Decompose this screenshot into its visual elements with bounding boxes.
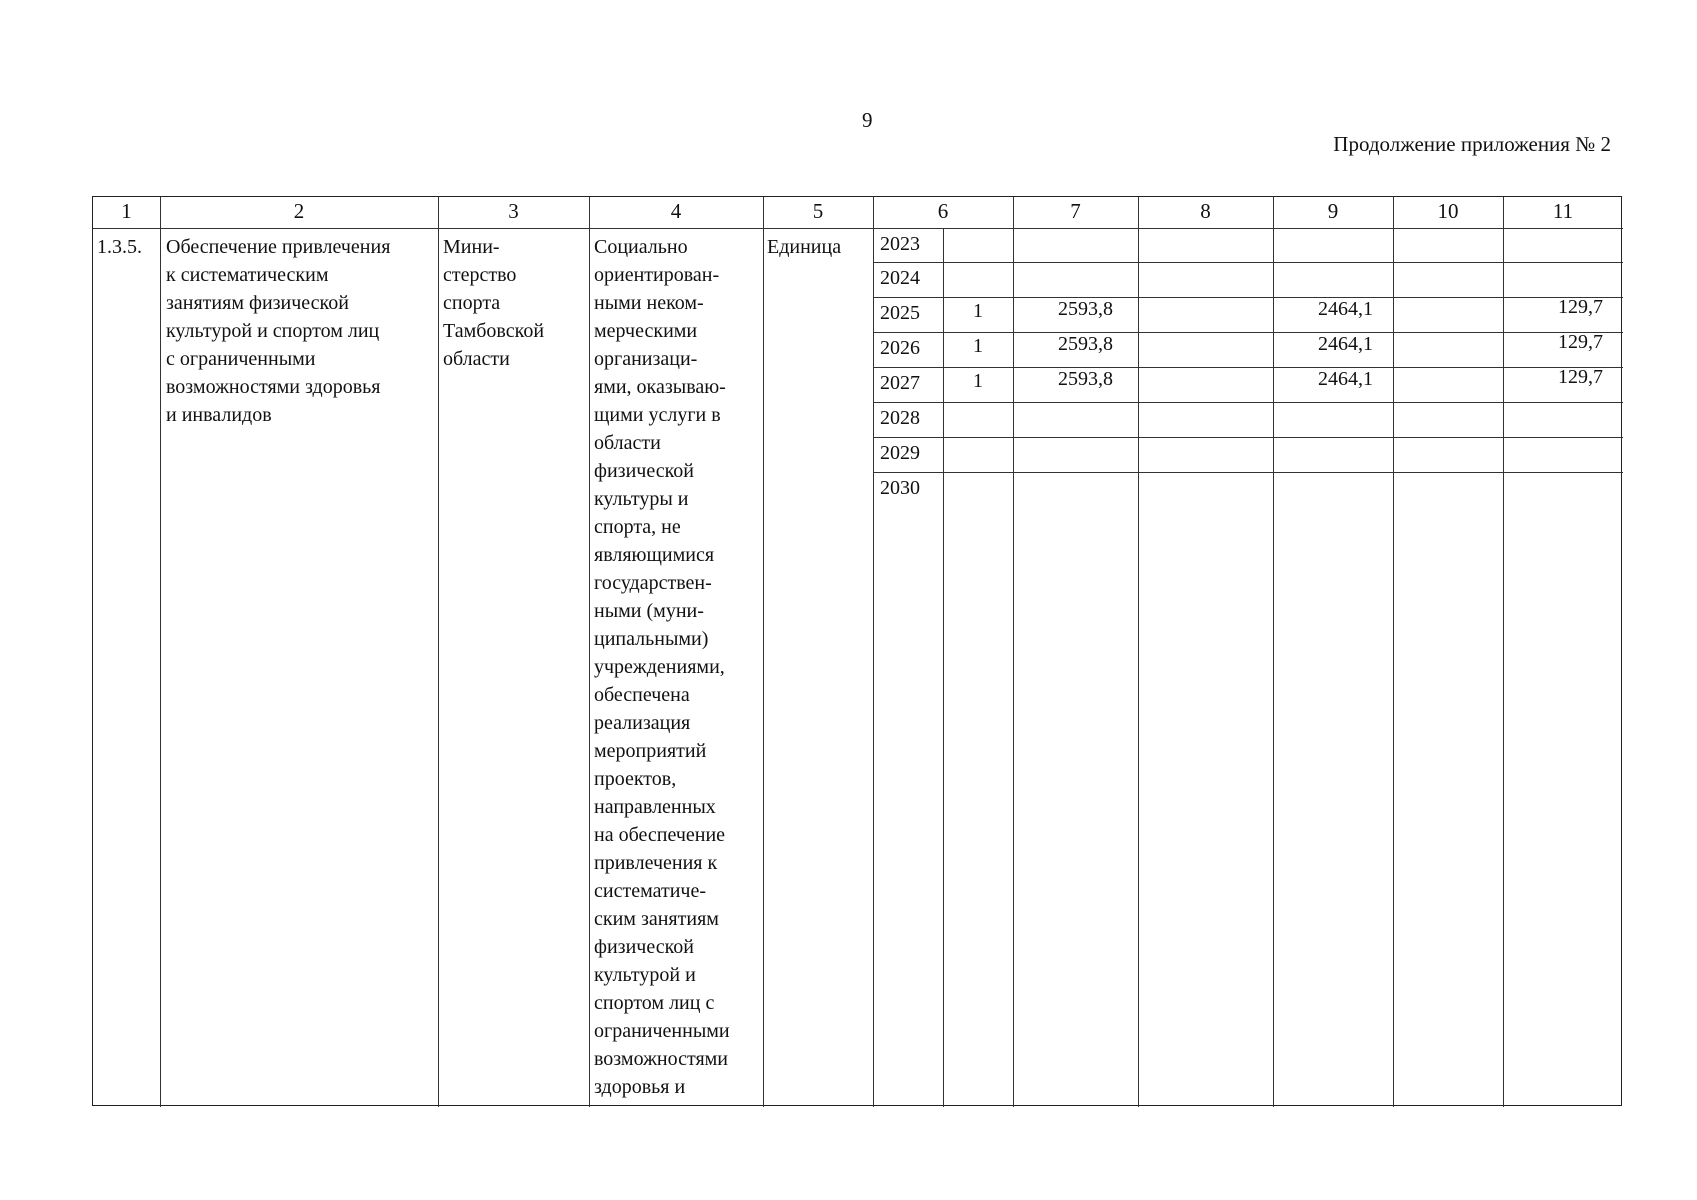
count-cell: 1 (973, 335, 983, 357)
header-col-11: 11 (1552, 199, 1574, 223)
header-col-4: 4 (670, 199, 682, 223)
count-cell: 1 (973, 370, 983, 392)
col11-cell: 129,7 (1558, 296, 1603, 318)
col7-cell: 2593,8 (1058, 298, 1113, 320)
data-table (92, 196, 1622, 1106)
header-col-9: 9 (1327, 199, 1339, 223)
count-cell: 1 (973, 300, 983, 322)
col9-cell: 2464,1 (1318, 333, 1373, 355)
header-col-1: 1 (121, 199, 132, 223)
year-cell: 2026 (880, 337, 920, 359)
header-col-7: 7 (1070, 199, 1081, 223)
header-col-10: 10 (1437, 199, 1459, 223)
col11-cell: 129,7 (1558, 331, 1603, 353)
header-col-6: 6 (937, 199, 949, 223)
col9-cell: 2464,1 (1318, 368, 1373, 390)
year-cell: 2025 (880, 302, 920, 324)
indicator-text: Социально ориентирован- ными неком- мерческими организаци- ями, оказываю- щими услуги в области физической культуры и спорта, не являющимися государствен- ными (муни- ципальными) учреждениями, обеспечена реализация мероприятий проектов, направленных на обеспечение привлечения к систематиче- ским занятиям физической культурой и спортом лиц с ограниченными возможностями здоровья и (594, 236, 730, 1098)
header-col-5: 5 (812, 199, 824, 223)
header-col-2: 2 (293, 199, 305, 223)
year-cell: 2024 (880, 267, 920, 289)
year-cell: 2029 (880, 442, 920, 464)
unit: Единица (767, 236, 842, 258)
year-cell: 2023 (880, 233, 920, 255)
year-cell: 2028 (880, 407, 920, 429)
header-col-3: 3 (508, 199, 519, 223)
row-number: 1.3.5. (97, 236, 142, 258)
col11-cell: 129,7 (1558, 366, 1603, 388)
col9-cell: 2464,1 (1318, 298, 1373, 320)
page-number: 9 (862, 108, 873, 132)
measure-name: Обеспечение привлечения к систематическим занятиям физической культурой и спортом лиц с ограниченными возможностями здоровья и инвалидов (166, 236, 391, 426)
year-cell: 2027 (880, 372, 920, 394)
year-cell: 2030 (880, 477, 920, 499)
appendix-note: Продолжение приложения № 2 (1333, 132, 1611, 156)
header-col-8: 8 (1200, 199, 1211, 223)
col7-cell: 2593,8 (1058, 333, 1113, 355)
executor: Мини- стерство спорта Тамбовской области (443, 236, 545, 370)
col7-cell: 2593,8 (1058, 368, 1113, 390)
